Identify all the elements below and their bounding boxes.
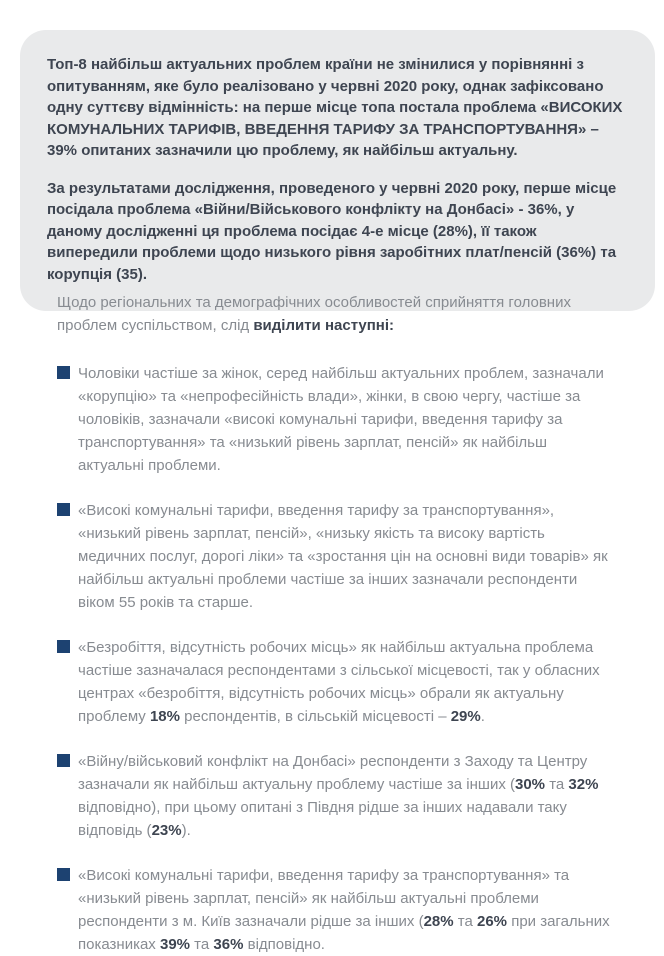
- bullet-square-icon: [57, 503, 70, 516]
- bullet-square-icon: [57, 640, 70, 653]
- callout-paragraph-1: Топ-8 найбільш актуальних проблем країни не змінилися у порівнянні з опитуванням, яке було реалізовано у червні 2020 року, однак зафіксовано одну суттєву відмінність: на перше місце топа постала проблема «ВИСОКИХ КОМУНАЛЬНИХ ТАРИФІВ, ВВЕДЕННЯ ТАРИФУ ЗА ТРАНСПОРТУВАННЯ» – 39% опитаних зазначили цю проблему, як найбільш актуальну.: [47, 56, 623, 159]
- list-item-text: «Високі комунальні тарифи, введення тарифу за транспортування», «низький рівень зарплат, пенсій», «низьку якість та високу вартість медичних послуг, дорогі ліки» та «зростання цін на основні види товарів» як найбільш актуальні проблеми частіше за інших зазначали респонденти віком 55 років та старше.: [78, 502, 608, 611]
- list-item: [57, 750, 610, 842]
- list-item: [57, 499, 610, 614]
- page-body: [57, 291, 610, 956]
- list-item: [57, 864, 610, 956]
- bullet-square-icon: [57, 754, 70, 767]
- list-item-text: «Високі комунальні тарифи, введення тарифу за транспортування» та «низький рівень зарплат, пенсій» як найбільш актуальні проблеми респонденти з м. Київ зазначали рідше за інших (28% та 26% при загальних показниках 39% та 36% відповідно.: [78, 867, 610, 953]
- findings-list: [57, 362, 610, 956]
- list-item: [57, 362, 610, 477]
- list-item: [57, 636, 610, 728]
- intro-paragraph: Щодо регіональних та демографічних особливостей сприйняття головних проблем суспільством, слід виділити наступні:: [57, 294, 571, 334]
- callout-paragraph-2: За результатами дослідження, проведеного у червні 2020 року, перше місце посідала проблема «Війни/Військового конфлікту на Донбасі» - 36%, у даному дослідженні ця проблема посідає 4-е місце (28%), її також випередили проблеми щодо низького рівня заробітних плат/пенсій (36%) та корупція (35).: [47, 179, 617, 283]
- bullet-square-icon: [57, 366, 70, 379]
- list-item-text: «Війну/військовий конфлікт на Донбасі» респонденти з Заходу та Центру зазначали як найбільш актуальну проблему частіше за інших (30% та 32% відповідно), при цьому опитані з Півдня рідше за інших надавали таку відповідь (23%).: [78, 753, 599, 839]
- list-item-text: «Безробіття, відсутність робочих місць» як найбільш актуальна проблема частіше зазначалася респондентами з сільської місцевості, так у обласних центрах «безробіття, відсутність робочих місць» обрали як актуальну проблему 18% респондентів, в сільській місцевості – 29%.: [78, 639, 600, 725]
- bullet-square-icon: [57, 868, 70, 881]
- summary-callout: [20, 30, 655, 311]
- list-item-text: Чоловіки частіше за жінок, серед найбільш актуальних проблем, зазначали «корупцію» та «непрофесійність влади», жінки, в свою чергу, частіше за чоловіків, зазначали «високі комунальні тарифи, введення тарифу за транспортування» та «низький рівень зарплат, пенсій» як найбільш актуальні проблеми.: [78, 365, 604, 474]
